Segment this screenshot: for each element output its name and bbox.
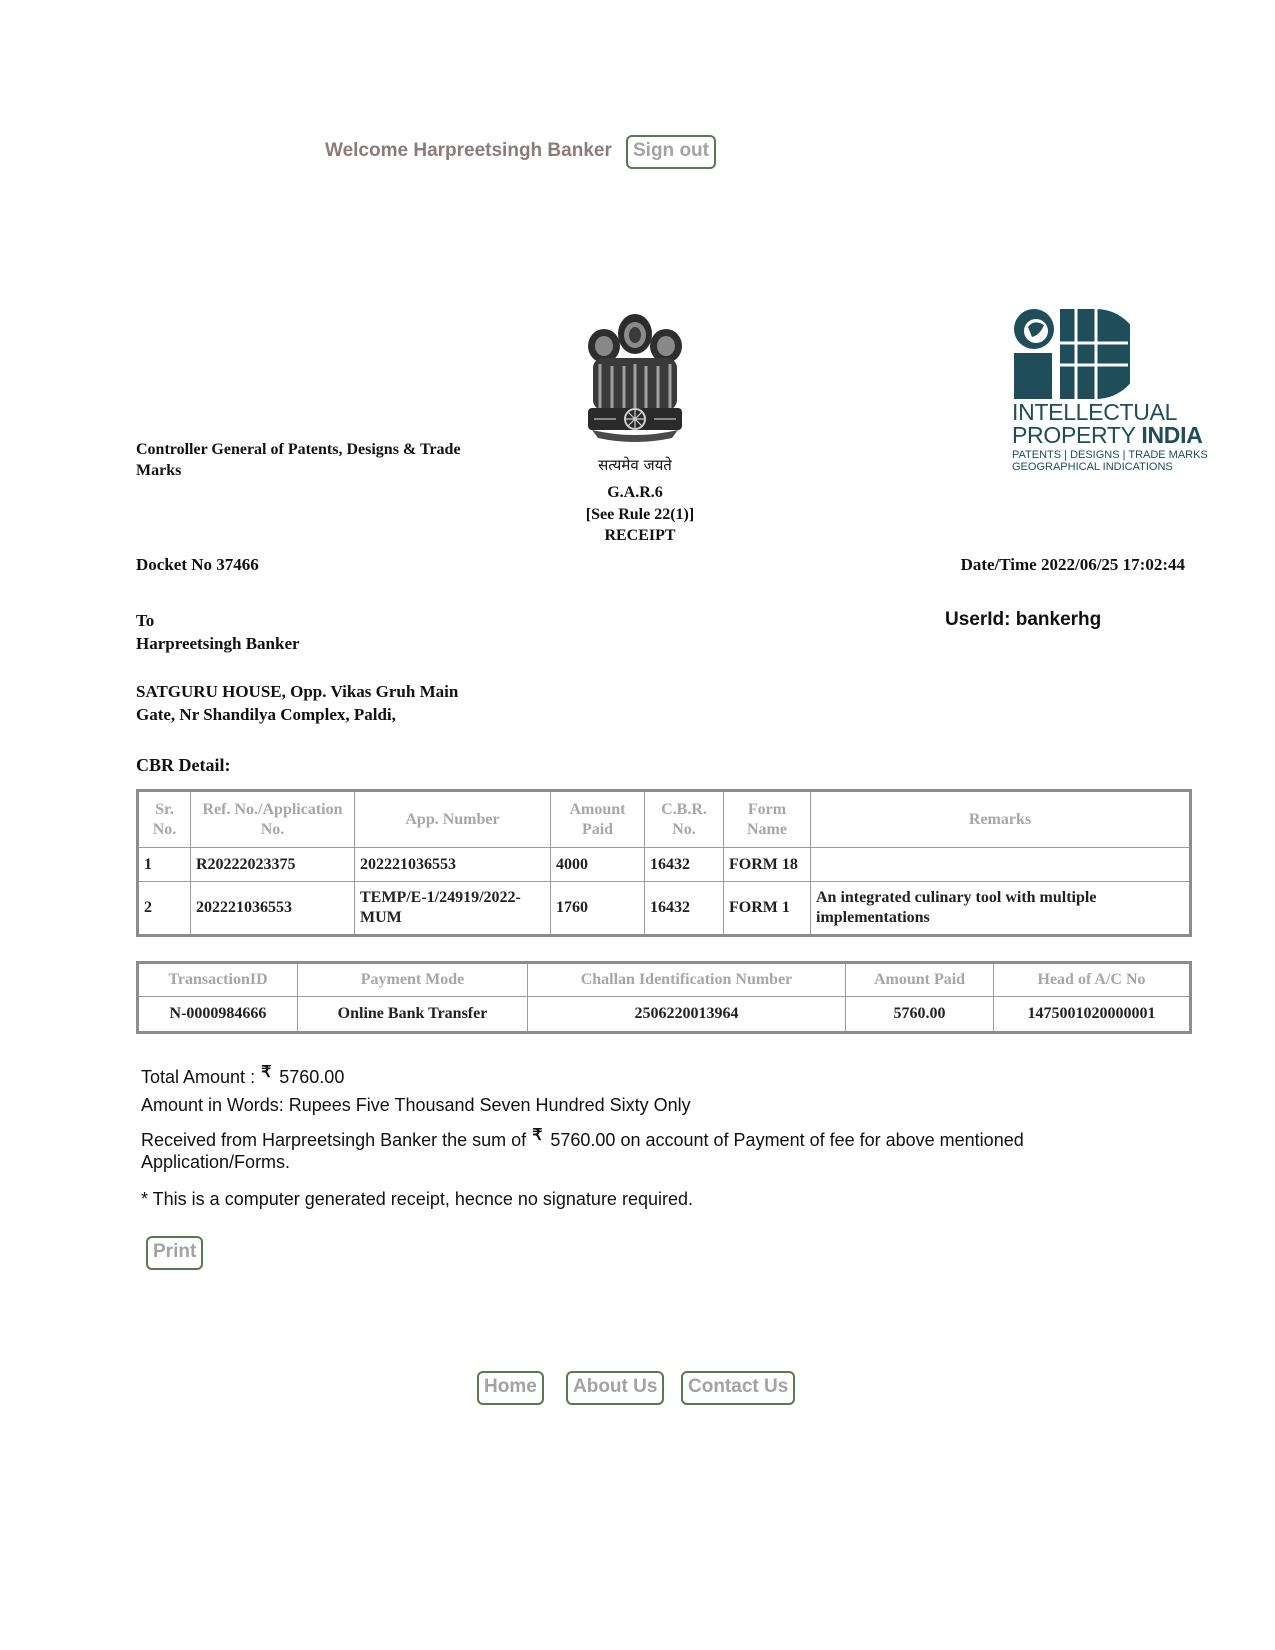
emblem-motto: सत्यमेव जयते bbox=[598, 456, 672, 474]
col-ref-no: Ref. No./Application No. bbox=[191, 791, 355, 848]
welcome-text: Welcome Harpreetsingh Banker bbox=[325, 140, 612, 161]
receipt-title: RECEIPT bbox=[604, 527, 676, 544]
form-code: G.A.R.6 bbox=[607, 484, 663, 501]
cell-ref-no: 202221036553 bbox=[191, 882, 355, 936]
total-value: 5760.00 bbox=[279, 1067, 345, 1087]
total-amount bbox=[141, 1064, 345, 1088]
cell-sr-no: 1 bbox=[138, 848, 191, 882]
address-line2: Gate, Nr Shandilya Complex, Paldi, bbox=[136, 705, 396, 724]
office-name-line1: Controller General of Patents, Designs & Trade bbox=[136, 441, 461, 458]
print-button[interactable]: Print bbox=[146, 1236, 203, 1270]
col-transaction-id: TransactionID bbox=[138, 963, 298, 997]
receipt-datetime: Date/Time 2022/06/25 17:02:44 bbox=[960, 555, 1185, 574]
user-id: UserId: bankerhg bbox=[945, 609, 1102, 630]
rule-reference: [See Rule 22(1)] bbox=[585, 506, 695, 523]
received-prefix: Received from Harpreetsingh Banker the sum of bbox=[141, 1130, 527, 1150]
nav-home-button[interactable]: Home bbox=[477, 1371, 544, 1405]
cell-form-name: FORM 1 bbox=[724, 882, 811, 936]
col-amount-paid: Amount Paid bbox=[551, 791, 645, 848]
received-line2: Application/Forms. bbox=[141, 1152, 291, 1172]
table-row bbox=[138, 848, 1191, 882]
logo-line1: INTELLECTUAL bbox=[1012, 399, 1178, 425]
received-statement bbox=[141, 1127, 1201, 1173]
cell-transaction-id: N-0000984666 bbox=[138, 997, 298, 1033]
recipient-name: Harpreetsingh Banker bbox=[136, 634, 300, 653]
cell-amount-paid: 5760.00 bbox=[846, 997, 994, 1033]
cell-ref-no: R20222023375 bbox=[191, 848, 355, 882]
sign-out-button[interactable]: Sign out bbox=[626, 135, 716, 169]
logo-line4: GEOGRAPHICAL INDICATIONS bbox=[1012, 461, 1173, 473]
logo-line2 bbox=[1012, 424, 1203, 447]
cell-form-name: FORM 18 bbox=[724, 848, 811, 882]
cbr-header-row bbox=[138, 791, 1191, 848]
cell-cbr-no: 16432 bbox=[645, 882, 724, 936]
cell-challan-id: 2506220013964 bbox=[528, 997, 846, 1033]
ip-india-emblem-icon bbox=[1010, 307, 1130, 399]
recipient-address bbox=[136, 680, 458, 726]
cell-sr-no: 2 bbox=[138, 882, 191, 936]
to-label: To bbox=[136, 611, 155, 630]
national-emblem bbox=[580, 308, 690, 456]
total-label: Total Amount : bbox=[141, 1067, 256, 1087]
col-form-name: Form Name bbox=[724, 791, 811, 848]
nav-about-button[interactable]: About Us bbox=[566, 1371, 664, 1405]
col-remarks: Remarks bbox=[811, 791, 1191, 848]
rupee-icon: ₹ bbox=[261, 1064, 272, 1081]
transaction-header-row bbox=[138, 963, 1191, 997]
office-name-line2: Marks bbox=[136, 462, 182, 479]
cell-app-number: 202221036553 bbox=[355, 848, 551, 882]
table-row bbox=[138, 997, 1191, 1033]
cell-amount-paid: 4000 bbox=[551, 848, 645, 882]
nav-contact-button[interactable]: Contact Us bbox=[681, 1371, 795, 1405]
cbr-table bbox=[136, 789, 1192, 937]
cell-remarks: An integrated culinary tool with multiple implementations bbox=[811, 882, 1191, 936]
cbr-heading: CBR Detail: bbox=[136, 755, 231, 775]
rupee-icon: ₹ bbox=[532, 1127, 543, 1144]
cell-head-of-ac: 1475001020000001 bbox=[994, 997, 1191, 1033]
cell-amount-paid: 1760 bbox=[551, 882, 645, 936]
cell-app-number: TEMP/E-1/24919/2022-MUM bbox=[355, 882, 551, 936]
col-cbr-no: C.B.R. No. bbox=[645, 791, 724, 848]
logo-line2-b: INDIA bbox=[1141, 422, 1203, 448]
cell-payment-mode: Online Bank Transfer bbox=[298, 997, 528, 1033]
logo-line2-a: PROPERTY bbox=[1012, 422, 1136, 448]
lion-capital-icon bbox=[580, 308, 690, 456]
cell-remarks bbox=[811, 848, 1191, 882]
transaction-table bbox=[136, 961, 1192, 1034]
amount-in-words: Amount in Words: Rupees Five Thousand Seven Hundred Sixty Only bbox=[141, 1095, 691, 1115]
cell-cbr-no: 16432 bbox=[645, 848, 724, 882]
received-suffix: on account of Payment of fee for above mentioned bbox=[620, 1130, 1024, 1150]
address-line1: SATGURU HOUSE, Opp. Vikas Gruh Main bbox=[136, 682, 459, 701]
office-name bbox=[136, 439, 516, 481]
col-challan-id: Challan Identification Number bbox=[528, 963, 846, 997]
col-amount-paid: Amount Paid bbox=[846, 963, 994, 997]
table-row bbox=[138, 882, 1191, 936]
logo-line3: PATENTS | DESIGNS | TRADE MARKS bbox=[1012, 449, 1208, 461]
received-amount: 5760.00 bbox=[550, 1130, 616, 1150]
col-app-number: App. Number bbox=[355, 791, 551, 848]
computer-generated-note: * This is a computer generated receipt, hecnce no signature required. bbox=[141, 1189, 693, 1209]
col-head-of-ac: Head of A/C No bbox=[994, 963, 1191, 997]
col-sr-no: Sr. No. bbox=[138, 791, 191, 848]
docket-number: Docket No 37466 bbox=[136, 555, 259, 574]
col-payment-mode: Payment Mode bbox=[298, 963, 528, 997]
